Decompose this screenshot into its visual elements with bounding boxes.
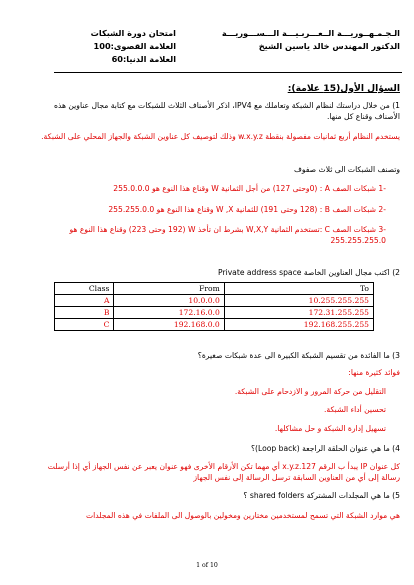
question-4-text: 4) ما هي عنوان الحلقة الراجعة (Loop back)؟ [251,444,400,453]
table-row [55,307,374,319]
question-5-answer: هي موارد الشبكة التي تسمح لمستخدمين مختارين ومخولين بالوصول الى الملفات في هذه المجلدات [85,511,400,520]
question-3-text: 3) ما الفائدة من تقسيم الشبكة الكبيرة الى عدة شبكات صغيرة؟ [197,351,400,360]
table-header-from: From [114,283,224,295]
question-3-answer-item: تحسين أداء الشبكة. [323,405,386,414]
table-cell: C [55,319,114,331]
question-3-answer-item: التقليل من حركة المرور و الازدحام على الشبكة. [234,387,386,396]
table-row [55,295,374,307]
table-row [55,319,374,331]
class-b-item: -2 شبكات الصف B : (128 وحتى 191) للثمانية W ,X وقناع هذا النوع هو 255.255.0.0 [108,205,386,214]
table-cell: 172.16.0.0 [114,307,224,319]
table-cell: A [55,295,114,307]
max-grade: العلامة القصوى:100 [93,41,176,51]
table-cell: 192.168.255.255 [224,319,373,331]
table-header-class: Class [55,283,114,295]
table-cell: 172.31.255.255 [224,307,373,319]
question-3-answer-item: تسهيل إدارة الشبكة و حل مشاكلها. [274,424,386,433]
question-3-answer-intro: فوائد كثيرة منها: [348,368,400,377]
table-header-to: To [224,283,373,295]
header-right [200,27,400,53]
table-cell: 10.255.255.255 [224,295,373,307]
header-divider [54,72,402,73]
header-country: الـجـمـهــوريـــة الــعـــربـيـــة الـــســـوريـــة [221,28,400,38]
table-cell: B [55,307,114,319]
page-number: 1 of 10 [196,562,218,569]
question-1-answer-intro: يستخدم النظام أربع ثمانيات مفصولة بنقطة w.x.y.z وذلك لتوصيف كل عناوين الشبكة والجهاز المحلي على الشبكة. [41,132,400,141]
question-5-text: 5) ما هي المجلدات المشتركة shared folders ؟ [243,491,400,500]
question-1-text: 1) من خلال دراستك لنظام الشبكة وتعاملك مع IPV4، اذكر الأصناف الثلاث للشبكات مع كتابة مجال عناوين هذه الأصناف وقناع كل منها. [54,101,400,121]
table-cell: 192.168.0.0 [114,319,224,331]
table-cell: 10.0.0.0 [114,295,224,307]
header-instructor: الدكتور المهندس خالد ياسين الشيخ [258,41,400,51]
table-header-row [55,283,374,295]
header-left [56,27,176,66]
exam-title: امتحان دورة الشبكات [90,28,176,38]
question-2-text: 2) اكتب مجال العناوين الخاصة Private address space [218,268,400,277]
classes-intro: وتصنف الشبكات الى ثلاث صفوف [294,165,400,174]
min-grade: العلامة الدنيا:60 [111,54,176,64]
class-a-item: -1 شبكات الصف A : (0وحتى 127) من أجل الثمانية W وقناع هذا النوع هو 255.0.0.0 [113,184,386,193]
question-4-answer: كل عنوان IP يبدأ ب الرقم 127.x.y.z أي مهما تكن الأرقام الأخرى فهو عنوان يعبر عن نفس الجهاز أي إذا أرسلت رسالة إلى أي من العناوين السابقة ترسل الرسالة إلى نفس الجهاز [47,462,400,482]
class-c-item: -3 شبكات الصف C :تستخدم الثمانية W,X,Y بشرط ان تأخذ W (192 وحتى 223) وقناع هذا النوع هو 255.255.255.0 [69,225,386,245]
question-1-title: السؤال الأول(15 علامة): [287,83,400,94]
private-address-table [54,282,374,331]
